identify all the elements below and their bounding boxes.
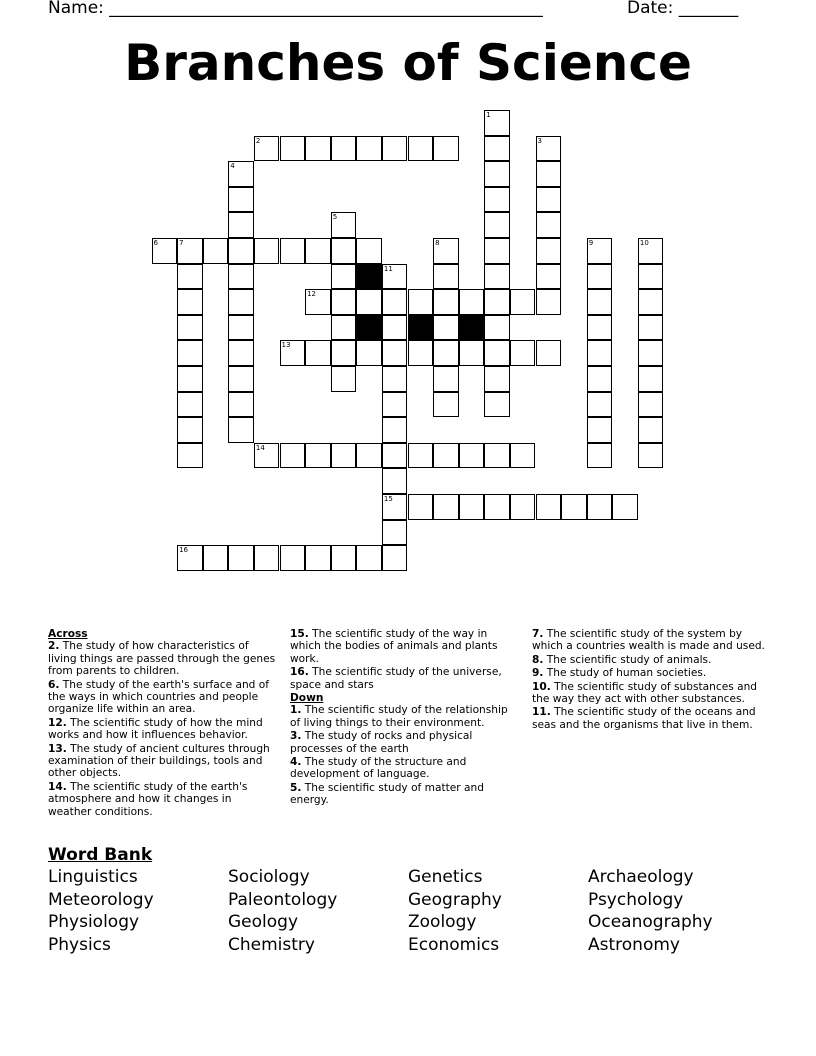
crossword-cell[interactable] [331,366,357,392]
crossword-cell[interactable] [536,161,562,187]
crossword-cell[interactable] [280,443,306,469]
crossword-cell[interactable] [228,238,254,264]
crossword-cell[interactable] [587,315,613,341]
crossword-cell[interactable] [331,289,357,315]
clue-down-10: 10. The scientific study of substances and the way they act with other substances. [532,680,758,706]
clue-number: 7 [179,239,184,247]
crossword-cell[interactable] [587,417,613,443]
crossword-cell[interactable] [356,340,382,366]
crossword-cell[interactable] [561,494,587,520]
crossword-cell[interactable] [356,136,382,162]
clue-number: 16 [179,546,189,555]
crossword-cell[interactable] [433,289,459,315]
clue-number: 2 [255,136,261,145]
clue-across-14: 14. The scientific study of the earth's atmosphere and how it changes in weather conditions. [48,780,248,818]
crossword-cell[interactable] [177,289,203,315]
crossword-cell[interactable] [408,340,434,366]
crossword-cell[interactable] [331,340,357,366]
clue-number: 12 [307,290,317,299]
crossword-cell[interactable] [433,392,459,418]
crossword-cell[interactable] [254,238,280,264]
clue-across-16: 16. The scientific study of the universe, space and stars [290,666,502,691]
crossword-cell[interactable] [177,417,203,443]
word-bank-item: Economics [408,934,500,955]
crossword-cell[interactable] [433,264,459,290]
crossword-cell[interactable] [408,136,434,162]
word-bank-item: Physics [48,934,111,955]
crossword-cell[interactable] [536,187,562,213]
crossword-cell[interactable] [203,238,229,264]
word-bank-item: Psychology [588,889,684,910]
word-bank-item: Geology [228,912,299,932]
crossword-cell[interactable] [356,289,382,315]
crossword-cell[interactable] [228,315,254,341]
crossword-cell[interactable] [305,340,331,366]
crossword-cell[interactable] [484,136,510,162]
crossword-cell[interactable] [331,545,357,571]
clue-number: 5 [332,213,338,222]
clue-down-1: 1. The scientific study of the relationship of living things to their environment. [290,704,508,729]
crossword-cell[interactable] [638,340,664,366]
crossword-cell[interactable] [228,392,254,418]
crossword-cell[interactable] [382,545,408,571]
crossword-cell[interactable] [484,238,510,264]
word-bank-item: Meteorology [48,889,154,910]
page-title: Branches of Science [124,34,692,92]
crossword-cell[interactable] [408,494,434,520]
crossword-cell[interactable] [382,392,408,418]
crossword-cell[interactable] [484,392,510,418]
crossword-cell[interactable] [228,289,254,315]
crossword-cell[interactable] [484,212,510,238]
crossword-cell[interactable] [484,366,510,392]
crossword-cell[interactable] [408,443,434,469]
crossword-cell[interactable] [331,264,357,290]
crossword-cell[interactable] [382,366,408,392]
crossword-block [459,315,485,341]
crossword-cell[interactable] [280,545,306,571]
crossword-cell[interactable] [408,289,434,315]
word-bank-item: Physiology [48,912,140,932]
crossword-cell[interactable] [433,315,459,341]
crossword-cell[interactable] [228,264,254,290]
crossword-cell[interactable] [510,340,536,366]
crossword-cell[interactable] [331,443,357,469]
crossword-cell[interactable] [305,545,331,571]
crossword-cell[interactable] [638,315,664,341]
clue-down-11: 11. The scientific study of the oceans and seas and the organisms that live in them. [532,706,756,731]
crossword-cell[interactable] [587,494,613,520]
crossword-cell[interactable] [305,238,331,264]
crossword-cell[interactable] [638,417,664,443]
crossword-cell[interactable] [177,340,203,366]
crossword-cell[interactable] [459,289,485,315]
clue-down-9: 9. The study of human societies. [532,667,707,680]
word-bank-title: Word Bank [48,845,153,865]
crossword-cell[interactable] [382,289,408,315]
crossword-cell[interactable] [382,520,408,546]
crossword-cell[interactable] [484,161,510,187]
crossword-cell[interactable] [638,264,664,290]
crossword-cell[interactable] [228,366,254,392]
crossword-cell[interactable] [433,366,459,392]
clue-across-6: 6. The study of the earth's surface and of the ways in which countries and people organize life within an area. [48,678,269,716]
crossword-cell[interactable] [177,392,203,418]
crossword-cell[interactable] [177,264,203,290]
crossword-cell[interactable] [382,417,408,443]
crossword-cell[interactable] [510,494,536,520]
word-bank-item: Sociology [228,867,310,887]
crossword-cell[interactable] [331,238,357,264]
word-bank-item: Chemistry [228,934,315,955]
word-bank-item: Astronomy [588,934,680,955]
crossword-cell[interactable] [484,187,510,213]
crossword-cell[interactable] [382,443,408,469]
crossword-cell[interactable] [536,340,562,366]
crossword-cell[interactable] [459,443,485,469]
crossword-cell[interactable] [587,289,613,315]
clue-number: 8 [435,239,440,247]
crossword-cell[interactable] [177,315,203,341]
crossword-cell[interactable] [203,545,229,571]
crossword-cell[interactable] [536,289,562,315]
clue-number: 11 [383,264,393,273]
crossword-cell[interactable] [305,443,331,469]
crossword-cell[interactable] [484,494,510,520]
crossword-cell[interactable] [459,494,485,520]
crossword-cell[interactable] [638,392,664,418]
clue-number: 4 [230,162,235,171]
clue-down-8: 8. The scientific study of animals. [532,653,712,666]
crossword-cell[interactable] [484,443,510,469]
clue-number: 9 [588,239,594,247]
crossword-cell[interactable] [433,494,459,520]
crossword-cell[interactable] [331,315,357,341]
crossword-cell[interactable] [433,340,459,366]
clue-number: 15 [383,495,393,503]
word-bank-item: Zoology [408,912,477,932]
crossword-cell[interactable] [587,340,613,366]
crossword-cell[interactable] [228,212,254,238]
crossword-cell[interactable] [536,212,562,238]
crossword-cell[interactable] [382,315,408,341]
crossword-cell[interactable] [484,340,510,366]
crossword-cell[interactable] [638,443,664,469]
crossword-cell[interactable] [484,289,510,315]
crossword-cell[interactable] [587,443,613,469]
crossword-cell[interactable] [433,443,459,469]
crossword-cell[interactable] [433,136,459,162]
crossword-cell[interactable] [382,340,408,366]
crossword-cell[interactable] [228,340,254,366]
crossword-cell[interactable] [638,289,664,315]
crossword-cell[interactable] [638,366,664,392]
crossword-cell[interactable] [356,238,382,264]
clues-column-2 [290,628,518,808]
clue-number: 10 [639,239,649,247]
clue-number: 1 [486,111,491,119]
clue-number: 14 [255,443,265,452]
word-bank-item: Linguistics [48,867,138,887]
crossword-cell[interactable] [459,340,485,366]
crossword-cell[interactable] [382,468,408,494]
clue-down-3: 3. The study of rocks and physical processes of the earth [290,730,473,755]
clue-number: 13 [281,341,291,350]
crossword-cell[interactable] [484,315,510,341]
crossword-cell[interactable] [356,545,382,571]
crossword-cell[interactable] [382,136,408,162]
word-bank-item: Oceanography [588,912,713,932]
crossword-cell[interactable] [331,136,357,162]
crossword-cell[interactable] [254,545,280,571]
clue-down-4: 4. The study of the structure and development of language. [290,756,467,781]
clue-across-2: 2. The study of how characteristics of living things are passed through the genes from parents to children. [48,640,276,678]
crossword-cell[interactable] [484,264,510,290]
clue-number: 3 [537,136,542,145]
crossword-cell[interactable] [177,443,203,469]
crossword-cell[interactable] [536,494,562,520]
down-heading: Down [290,692,324,705]
word-bank-item: Genetics [408,867,483,887]
clue-across-15: 15. The scientific study of the way in which the bodies of animals and plants work. [290,628,498,665]
word-bank-item: Geography [408,889,502,910]
crossword-cell[interactable] [356,443,382,469]
word-bank-item: Paleontology [228,889,338,910]
crossword-cell[interactable] [536,264,562,290]
crossword-cell[interactable] [510,289,536,315]
clue-across-12: 12. The scientific study of how the mind works and how it influences behavior. [48,716,263,742]
clue-down-5: 5. The scientific study of matter and energy. [290,781,484,807]
crossword-cell[interactable] [228,187,254,213]
crossword-cell[interactable] [228,417,254,443]
word-bank-item: Archaeology [588,867,694,887]
crossword-block [408,315,434,341]
crossword-cell[interactable] [280,136,306,162]
clues-column-3 [532,628,770,732]
clue-number: 6 [153,239,158,247]
clue-across-13: 13. The study of ancient cultures through examination of their buildings, tools and other objects. [48,742,270,780]
crossword-cell[interactable] [228,545,254,571]
crossword-cell[interactable] [305,136,331,162]
word-bank [48,867,788,956]
clue-down-7: 7. The scientific study of the system by which a countries wealth is made and used. [532,628,765,653]
crossword-cell[interactable] [177,366,203,392]
name-field: Name: ___________________________________________________ [48,0,543,18]
crossword-block [356,264,382,290]
crossword-cell[interactable] [587,392,613,418]
clues-column-1 [48,628,276,819]
crossword-cell[interactable] [587,366,613,392]
crossword-cell[interactable] [587,264,613,290]
date-field: Date: _______ [627,0,739,18]
crossword-block [356,315,382,341]
across-heading: Across [48,628,88,640]
crossword-cell[interactable] [280,238,306,264]
crossword-cell[interactable] [612,494,638,520]
crossword-cell[interactable] [536,238,562,264]
crossword-cell[interactable] [510,443,536,469]
